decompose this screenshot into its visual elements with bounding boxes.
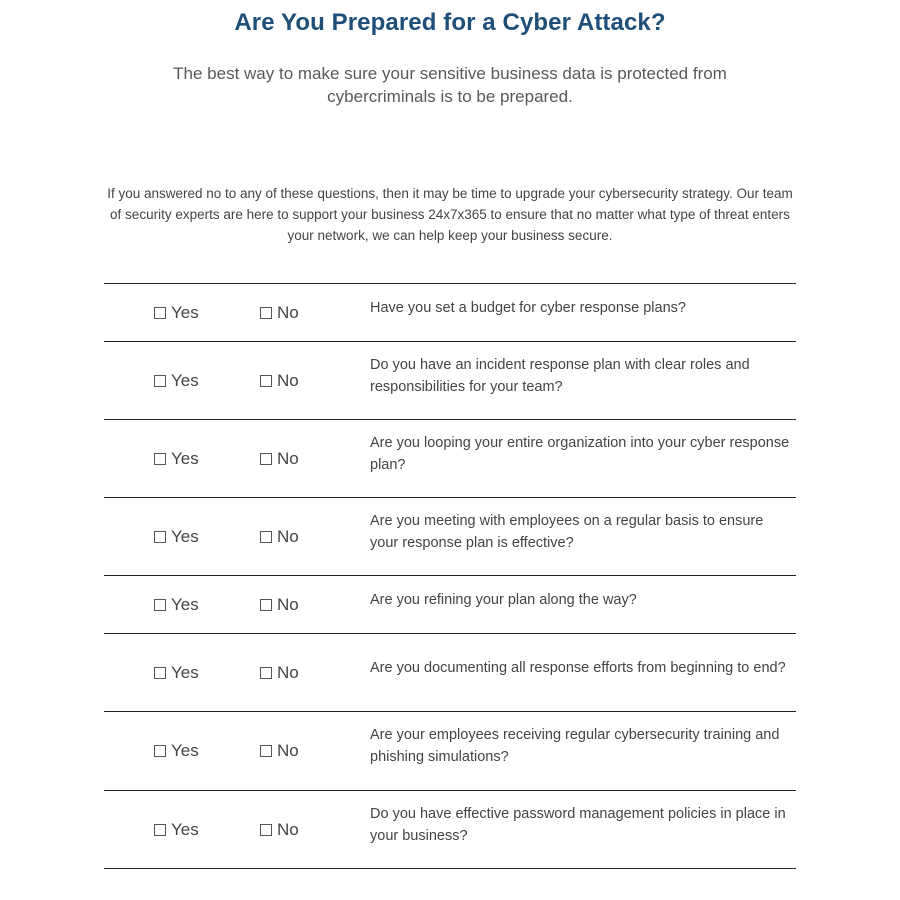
question-row [104,420,796,498]
question-row [104,342,796,420]
no-option[interactable] [260,820,320,840]
intro-paragraph: If you answered no to any of these questions, then it may be time to upgrade your cybersecurity strategy. Our team of security experts are here to support your business 24x7x365 to ensure that no matter what type of threat enters your network, we can help keep your business secure. [107,186,793,243]
page-title: Are You Prepared for a Cyber Attack? [234,9,666,36]
yes-option[interactable] [154,595,214,615]
no-option[interactable] [260,371,320,391]
no-label: No [277,819,299,839]
question-text: Are you refining your plan along the way? [370,591,637,608]
questionnaire-table [104,283,796,869]
no-label: No [277,302,299,322]
yes-label: Yes [171,370,199,390]
yes-label: Yes [171,662,199,682]
no-checkbox[interactable] [260,531,272,543]
yes-checkbox[interactable] [154,307,166,319]
no-checkbox[interactable] [260,453,272,465]
no-option[interactable] [260,595,320,615]
no-label: No [277,662,299,682]
question-text: Have you set a budget for cyber response plans? [370,299,686,316]
question-text: Do you have effective password management policies in place in your business? [370,805,786,844]
no-checkbox[interactable] [260,307,272,319]
no-checkbox[interactable] [260,745,272,757]
yes-option[interactable] [154,820,214,840]
yes-option[interactable] [154,371,214,391]
yes-label: Yes [171,526,199,546]
question-text: Are you documenting all response efforts from beginning to end? [370,659,786,676]
question-text: Are you meeting with employees on a regular basis to ensure your response plan is effective? [370,512,764,551]
no-label: No [277,370,299,390]
yes-checkbox[interactable] [154,824,166,836]
yes-label: Yes [171,819,199,839]
no-option[interactable] [260,449,320,469]
no-checkbox[interactable] [260,375,272,387]
yes-option[interactable] [154,303,214,323]
no-label: No [277,448,299,468]
yes-checkbox[interactable] [154,667,166,679]
no-option[interactable] [260,663,320,683]
no-checkbox[interactable] [260,824,272,836]
question-row [104,712,796,791]
yes-label: Yes [171,741,199,760]
yes-checkbox[interactable] [154,745,166,757]
question-text: Are your employees receiving regular cybersecurity training and phishing simulations? [370,727,780,765]
no-label: No [277,741,299,760]
question-row [104,634,796,712]
yes-checkbox[interactable] [154,375,166,387]
no-label: No [277,594,299,614]
no-option[interactable] [260,303,320,323]
no-checkbox[interactable] [260,599,272,611]
yes-checkbox[interactable] [154,599,166,611]
no-label: No [277,526,299,546]
yes-checkbox[interactable] [154,531,166,543]
question-text: Are you looping your entire organization into your cyber response plan? [370,434,790,473]
yes-option[interactable] [154,527,214,547]
no-option[interactable] [260,527,320,547]
question-row [104,576,796,634]
yes-label: Yes [171,594,199,614]
subtitle: The best way to make sure your sensitive business data is protected from cybercriminals is to be prepared. [173,64,727,106]
yes-checkbox[interactable] [154,453,166,465]
question-text: Do you have an incident response plan with clear roles and responsibilities for your team? [370,356,750,395]
yes-label: Yes [171,448,199,468]
yes-option[interactable] [154,449,214,469]
no-option[interactable] [260,741,320,761]
yes-option[interactable] [154,663,214,683]
yes-option[interactable] [154,741,214,761]
yes-label: Yes [171,302,199,322]
question-row [104,284,796,342]
no-checkbox[interactable] [260,667,272,679]
question-row [104,791,796,869]
question-row [104,498,796,576]
